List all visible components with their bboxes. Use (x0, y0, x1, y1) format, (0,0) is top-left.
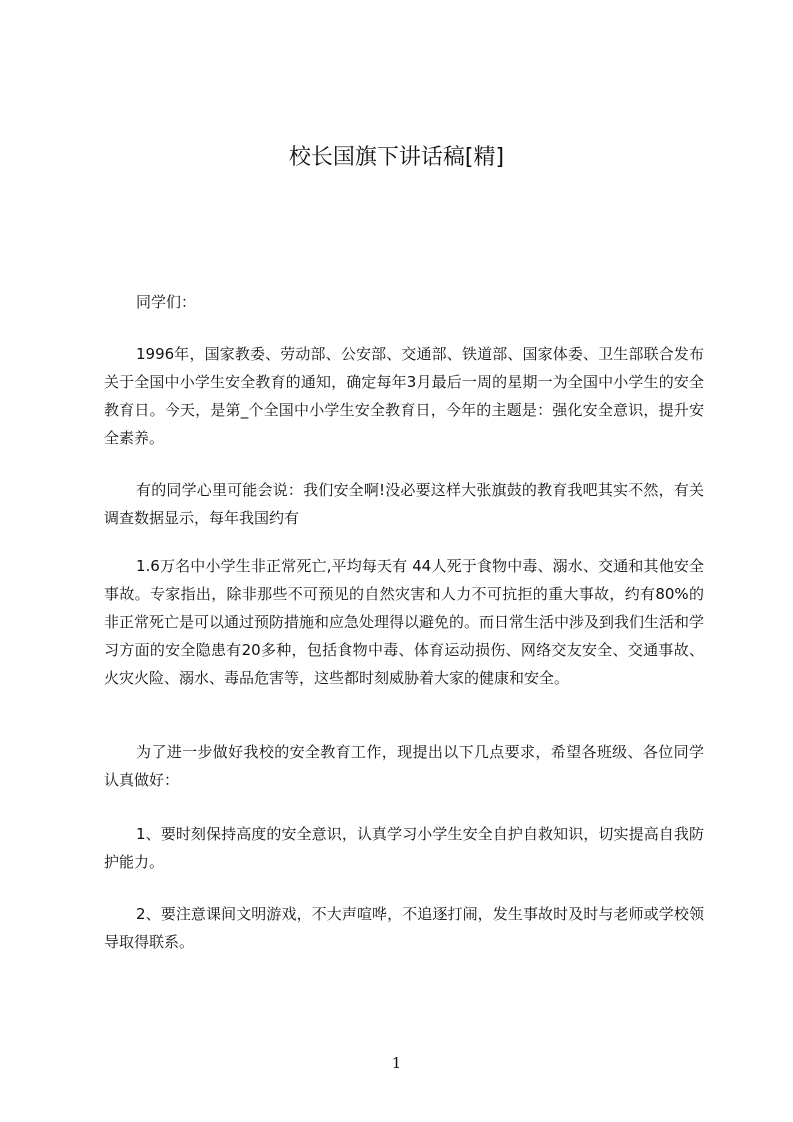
paragraph-text: 2、要注意课间文明游戏，不大声喧哗，不追逐打闹，发生事故时及时与老师或学校领导取得联系。 (104, 905, 704, 951)
paragraph-5 (104, 820, 704, 876)
paragraph-2 (104, 476, 704, 532)
paragraph-1 (104, 340, 704, 452)
paragraph-text: 有的同学心里可能会说：我们安全啊!没必要这样大张旗鼓的教育我吧其实不然，有关调查数据显示，每年我国约有 (104, 481, 704, 527)
salutation-text: 同学们： (136, 293, 197, 311)
page-number: 1 (391, 1054, 402, 1072)
paragraph-6 (104, 900, 704, 956)
paragraph-text: 1、要时刻保持高度的安全意识，认真学习小学生安全自护自救知识，切实提高自我防护能力。 (104, 825, 704, 871)
paragraph-text: 1.6万名中小学生非正常死亡,平均每天有 44人死于食物中毒、溺水、交通和其他安全事故。专家指出，除非那些不可预见的自然灾害和人力不可抗拒的重大事故，约有80%的非正常死亡是可以通过预防措施和应急处理得以避免的。而日常生活中涉及到我们生活和学习方面的安全隐患有20多种，包括食物中毒、体育运动损伤、网络交友安全、交通事故、火灾火险、溺水、毒品危害等，这些都时刻威胁着大家的健康和安全。 (104, 557, 705, 687)
paragraph-3 (104, 552, 704, 692)
paragraph-text: 1996年，国家教委、劳动部、公安部、交通部、铁道部、国家体委、卫生部联合发布关于全国中小学生安全教育的通知，确定每年3月最后一周的星期一为全国中小学生的安全教育日。今天，是第_个全国中小学生安全教育日，今年的主题是：强化安全意识，提升安全素养。 (104, 345, 704, 447)
document-title: 校长国旗下讲话稿[精] (288, 145, 505, 170)
paragraph-4 (104, 738, 704, 794)
paragraph-text: 为了进一步做好我校的安全教育工作，现提出以下几点要求，希望各班级、各位同学认真做好： (104, 743, 704, 789)
salutation (104, 288, 704, 316)
